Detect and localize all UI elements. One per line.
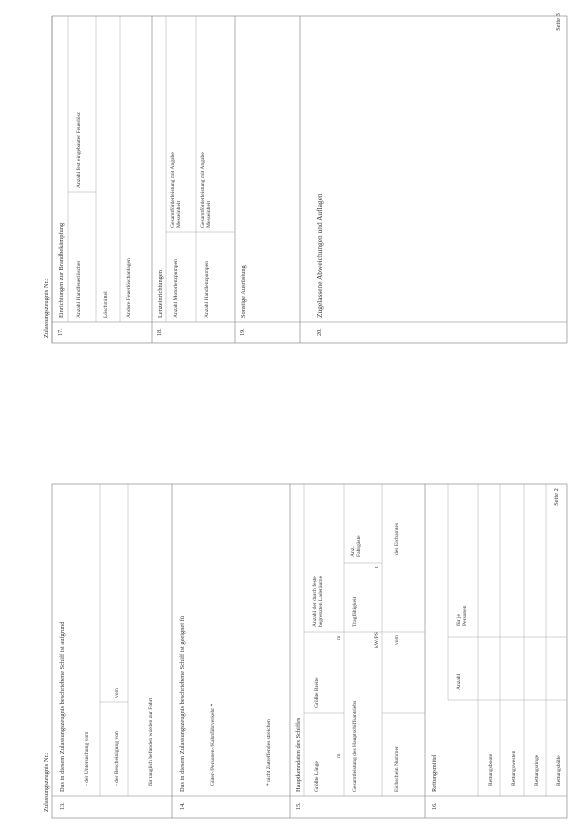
section-15-number: 15. (295, 802, 302, 810)
certificate-date-label: vom (114, 688, 120, 698)
motor-pumps-capacity-label: Gesamtförderleistung mit Angabe (170, 152, 176, 228)
traffic-type-label: Güter-/Personen-/Kahnfährverkehr * (210, 703, 216, 786)
holds-count-label-2: begrenzten Laderäume (318, 575, 324, 627)
max-width-label: Größte Breite (314, 677, 320, 708)
strike-through-footnote: * nicht Zutreffendes streichen (266, 719, 272, 786)
hand-pumps-capacity-unit-label: Messeinheit (206, 200, 212, 228)
section-13-number: 13. (59, 802, 66, 810)
fit-for-navigation-label: für tauglich befunden worden zur Fahrt (148, 697, 154, 786)
deadweight-label: Tragfähigkeit (352, 596, 358, 627)
page-3 (43, 13, 567, 343)
life-saving-count-header: Anzahl (456, 673, 462, 690)
section-20-title: Zugelassene Abweichungen und Auflagen (315, 193, 324, 318)
section-18-title: Lenzeinrichtungen (157, 270, 164, 318)
inspection-date-label: - der Untersuchung vom (84, 731, 90, 786)
page-3-label: Seite 3 (555, 13, 562, 31)
section-19-title: Sonstige Ausrüstung (240, 265, 247, 318)
lifeboats-label: Rettungsboote (488, 753, 494, 786)
motor-pumps-label: Anzahl Motorlenzpumpen (173, 259, 179, 318)
fixed-extinguishers-label: Anzahl fest eingebauter Feuerlösc (76, 111, 82, 188)
hand-extinguishers-label: Anzahl Handfeuerlöscher (76, 260, 82, 318)
hand-pumps-capacity-label: Gesamtförderleistung mit Angabe (200, 152, 206, 228)
certificate-issuer-label: - der Bescheinigung von (114, 731, 120, 786)
section-20-number: 20. (316, 328, 323, 336)
persons-per-unit-header-2: Personen (462, 605, 468, 626)
section-16-title: Rettungsmittel (431, 754, 438, 792)
holds-count-label: Anzahl der durch feste (312, 576, 318, 627)
gauge-office-label: des Eichamtes (394, 522, 400, 555)
section-18-number: 18. (156, 328, 163, 336)
extinguishing-agent-label: Löschmittel (103, 291, 109, 318)
section-19-number: 19. (239, 328, 246, 336)
rescue-balls-label: Rettungsbälle (556, 755, 562, 786)
motor-pumps-capacity-unit-label: Messeinheit (176, 200, 182, 228)
hand-pumps-label: Anzahl Handlenzpumpen (204, 260, 210, 318)
section-17-number: 17. (57, 328, 64, 336)
section-16-number: 16. (431, 802, 438, 810)
max-length-unit: m (336, 753, 342, 758)
section-14-title: Das in diesem Zulassungszeugnis beschriebene Schiff ist geeignet fü (179, 616, 186, 792)
gauge-certificate-date-label: vom (394, 635, 400, 645)
other-fire-systems-label: Andere Feuerlöschanlagen (126, 258, 132, 318)
section-14-number: 14. (179, 802, 186, 810)
life-jackets-label: Rettungswesten (511, 750, 517, 786)
max-width-unit: m (336, 635, 342, 640)
life-rings-label: Rettungsringe (534, 754, 540, 786)
page-2 (43, 484, 567, 818)
main-engine-power-unit: kW/PS (374, 632, 380, 648)
gauge-certificate-number-label: Eichschein Nummer (394, 746, 400, 792)
persons-per-unit-header: für je (456, 614, 462, 626)
section-15-title: Hauptkenndaten des Schiffes (295, 717, 302, 792)
page-2-label: Seite 2 (553, 488, 560, 506)
passenger-count-label: Anz. (350, 546, 356, 557)
page-3-header: Zulassungszeugnis Nr.: (43, 278, 50, 338)
deadweight-unit: t (374, 566, 380, 568)
main-engine-power-label: Gesamtleistung des Hauptschiffsantriebs (352, 700, 358, 792)
section-17-title: Einrichtungen zur Brandbekämpfung (58, 222, 65, 318)
max-length-label: Größte Länge (314, 761, 320, 792)
page-2-header: Zulassungszeugnis Nr.: (43, 752, 50, 812)
passenger-count-label-2: Fahrgäste (356, 535, 362, 557)
section-13-title: Das in diesem Zulassungszeugnis beschriebene Schiff ist aufgrund (59, 621, 66, 792)
